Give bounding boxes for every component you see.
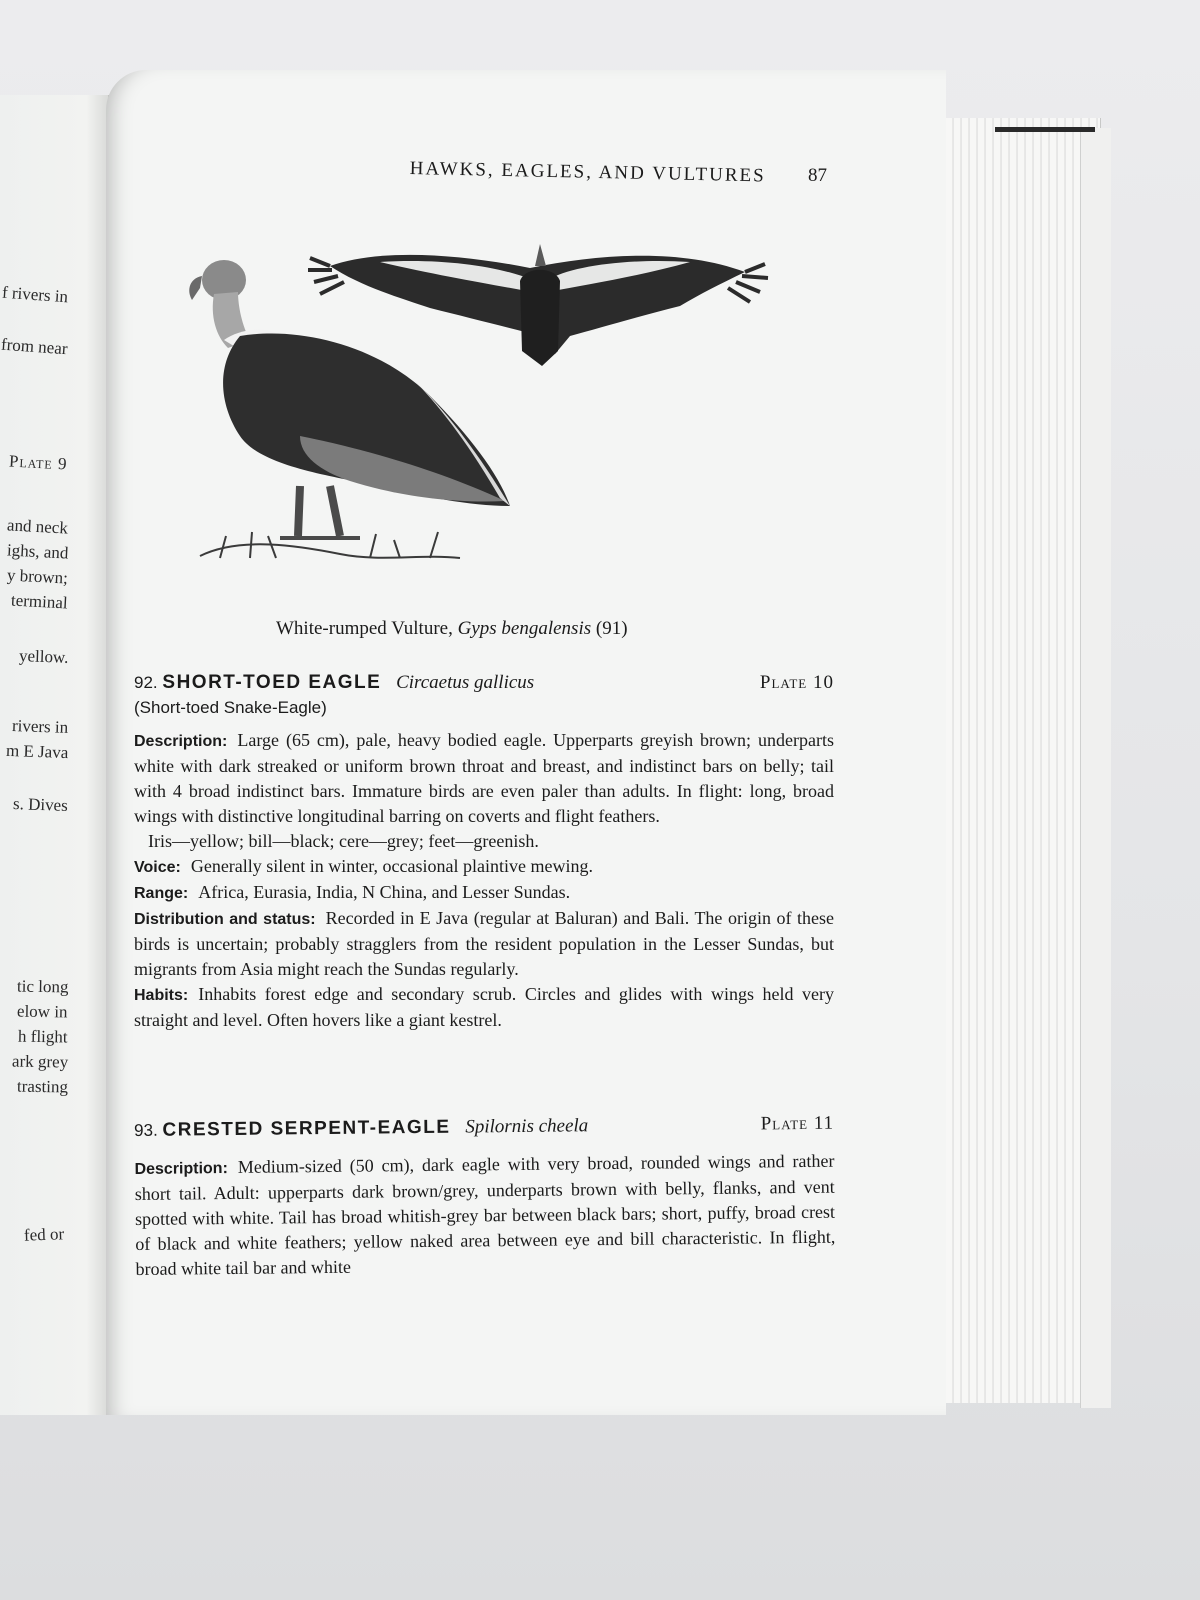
species-name: SHORT-TOED EAGLE <box>162 672 382 693</box>
range-label: Range: <box>134 885 189 902</box>
species-alt-name: (Short-toed Snake-Eagle) <box>134 698 327 717</box>
left-page-line: s. Dives <box>12 794 69 815</box>
left-page-line: ighs, and <box>6 540 69 563</box>
species-entry-93 <box>134 1113 836 1282</box>
left-facing-page <box>0 95 110 1415</box>
caption-ref: (91) <box>595 618 628 639</box>
left-page-line: tic long <box>16 976 69 997</box>
description-label: Description: <box>134 1160 228 1178</box>
left-page-line: h flight <box>18 1026 69 1047</box>
voice-label: Voice: <box>134 859 181 876</box>
species-heading <box>134 672 834 694</box>
habits-label: Habits: <box>134 987 189 1004</box>
left-page-line: terminal <box>10 590 69 613</box>
description-text: Medium-sized (50 cm), dark eagle with very broad, rounded wings and rather short tail. Adult: upperparts dark brown/grey, underparts brown with belly, flanks, and vent spotted with white. Tail has broad whitish-grey bar between black bars; short, puffy, broad crest of black and white feathers; yellow naked area between eye and bill characteristic. In flight, broad white tail bar and white <box>134 1150 836 1279</box>
plate-reference: Plate 11 <box>760 1112 835 1135</box>
flying-vulture-figure <box>308 244 768 366</box>
page-number: 87 <box>808 165 827 186</box>
iris-line: Iris—yellow; bill—black; cere—grey; feet—greenish. <box>148 831 539 851</box>
left-page-line: y brown; <box>6 565 69 588</box>
left-page-line: fed or <box>23 1224 65 1245</box>
range-paragraph <box>134 880 834 906</box>
left-page-line: yellow. <box>18 646 69 667</box>
left-page-line: trasting <box>16 1076 69 1097</box>
description-label: Description: <box>134 733 228 750</box>
range-text: Africa, Eurasia, India, N China, and Lesser Sundas. <box>198 882 571 902</box>
species-scientific-name: Circaetus gallicus <box>396 672 535 693</box>
left-page-line: rivers in <box>11 716 69 737</box>
habits-paragraph <box>134 982 834 1033</box>
species-number: 93. <box>134 1120 158 1140</box>
left-page-line: f rivers in <box>1 282 69 307</box>
species-number: 92. <box>134 673 158 692</box>
vulture-illustration <box>180 236 780 596</box>
habits-text: Inhabits forest edge and secondary scrub. Circles and glides with wings held very straight and level. Often hovers like a giant kestrel. <box>134 984 834 1030</box>
description-paragraph <box>134 728 834 829</box>
voice-paragraph <box>134 854 834 880</box>
distribution-text: Recorded in E Java (regular at Baluran) and Bali. The origin of these birds is uncertain; probably stragglers from the resident population in the Lesser Sundas, but migrants from Asia might reach the Sundas regularly. <box>134 908 834 979</box>
figure-caption <box>276 618 628 640</box>
left-page-line: from near <box>0 334 69 359</box>
species-name: CRESTED SERPENT-EAGLE <box>162 1116 451 1141</box>
species-entry-92 <box>134 672 834 1033</box>
cover-band <box>995 127 1095 132</box>
distribution-paragraph <box>134 906 834 982</box>
description-text: Large (65 cm), pale, heavy bodied eagle. Upperparts greyish brown; underparts white with dark streaked or uniform brown throat and breast, and indistinct bars on belly; tail with 4 broad indistinct bars. Immature birds are even paler than adults. In flight: long, broad wings with distinctive longitudinal barring on coverts and flight feathers. <box>134 730 834 826</box>
left-page-line: ark grey <box>11 1051 69 1072</box>
book-page-edges <box>930 118 1101 1403</box>
description-paragraph <box>134 1149 835 1282</box>
plate-reference: Plate 10 <box>759 672 834 693</box>
running-head: HAWKS, EAGLES, AND VULTURES <box>409 158 766 187</box>
species-scientific-name: Spilornis cheela <box>465 1115 589 1138</box>
distribution-label: Distribution and status: <box>134 911 316 928</box>
left-page-line: m E Java <box>5 740 69 763</box>
caption-scientific-name: Gyps bengalensis <box>457 618 592 639</box>
caption-common-name: White-rumped Vulture, <box>276 618 453 639</box>
left-page-line: elow in <box>17 1001 69 1022</box>
left-page-line: Plate 9 <box>9 451 69 474</box>
book-cover-edge <box>1080 128 1111 1408</box>
left-page-line: and neck <box>6 515 69 538</box>
voice-text: Generally silent in winter, occasional plaintive mewing. <box>190 856 593 876</box>
